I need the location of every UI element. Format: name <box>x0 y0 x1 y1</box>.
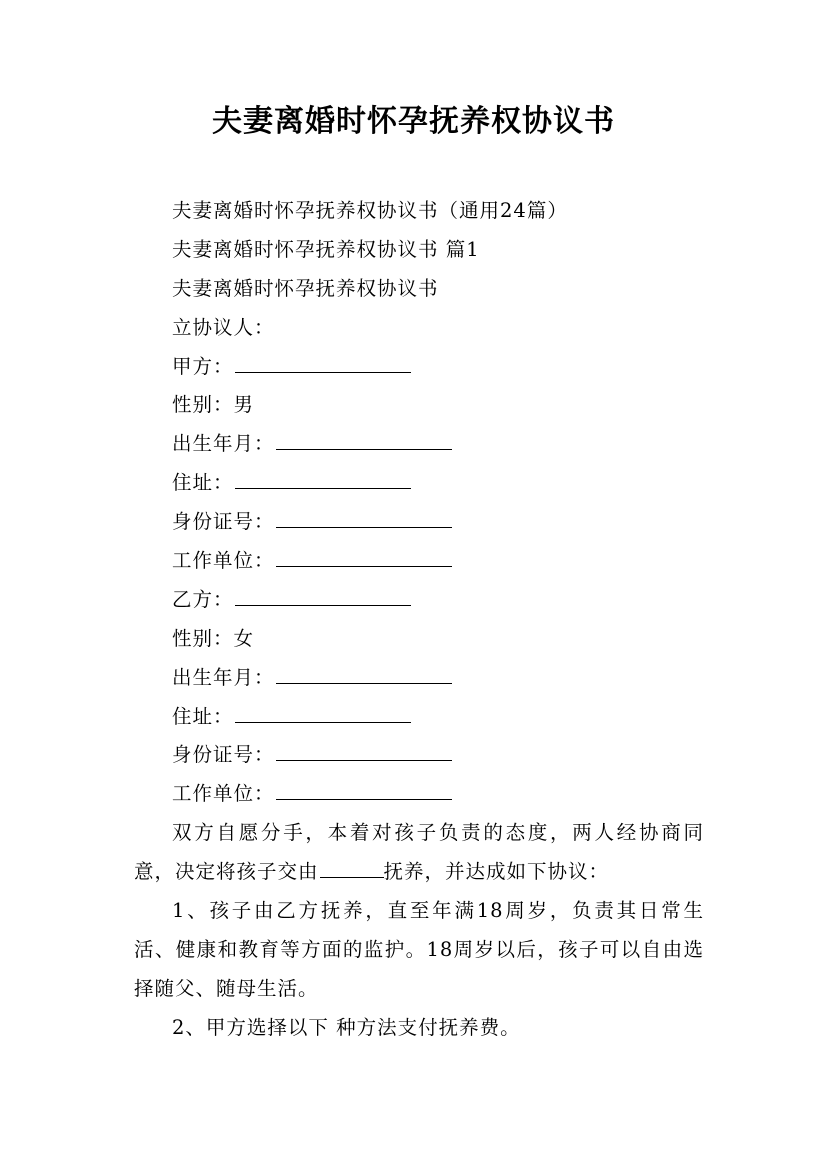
party-b-work-label: 工作单位： <box>172 782 275 806</box>
party-a-birth-label: 出生年月： <box>172 432 275 456</box>
party-b-work-line <box>134 775 704 814</box>
party-a-birth-line <box>134 425 704 464</box>
party-b-birth-line <box>134 659 704 698</box>
custodian-blank <box>320 857 384 878</box>
party-a-work-blank <box>276 546 452 567</box>
party-a-address-blank <box>235 468 411 489</box>
party-b-line <box>134 581 704 620</box>
party-b-id-blank <box>276 740 452 761</box>
section-heading: 夫妻离婚时怀孕抚养权协议书 篇1 <box>172 237 480 261</box>
party-b-address-blank <box>235 701 411 722</box>
party-a-line <box>134 348 704 387</box>
party-a-name-blank <box>235 351 411 372</box>
party-b-work-blank <box>276 779 452 800</box>
party-a-birth-blank <box>276 429 452 450</box>
party-a-address-label: 住址： <box>172 471 234 495</box>
party-b-id-label: 身份证号： <box>172 743 275 767</box>
party-a-id-label: 身份证号： <box>172 510 275 534</box>
clause-2: 2、甲方选择以下 种方法支付抚养费。 <box>172 1015 521 1039</box>
party-a-work-line <box>134 542 704 581</box>
party-b-address-line <box>134 698 704 737</box>
intro-after-blank: 抚养，并达成如下协议： <box>383 860 610 884</box>
party-b-name-blank <box>235 584 411 605</box>
parties-label: 立协议人： <box>172 315 275 339</box>
party-a-address-line <box>134 464 704 503</box>
party-b-label: 乙方： <box>172 587 234 611</box>
party-b-address-label: 住址： <box>172 704 234 728</box>
clause-1: 1、孩子由乙方抚养，直至年满18周岁，负责其日常生活、健康和教育等方面的监护。18周岁以后，孩子可以自由选择随父、随母生活。 <box>134 899 704 1000</box>
agreement-name: 夫妻离婚时怀孕抚养权协议书 <box>172 276 439 300</box>
party-b-birth-blank <box>276 662 452 683</box>
intro-before-blank: 双方自愿分手，本着对孩子负责的态度，两人经协商同意，决定将孩子交由 <box>134 821 704 884</box>
document-body <box>134 192 704 1048</box>
party-a-id-blank <box>276 507 452 528</box>
party-a-gender: 性别：男 <box>172 393 255 417</box>
party-a-label: 甲方： <box>172 354 234 378</box>
party-b-id-line <box>134 736 704 775</box>
party-a-id-line <box>134 503 704 542</box>
party-b-birth-label: 出生年月： <box>172 665 275 689</box>
party-b-gender: 性别：女 <box>172 626 255 650</box>
subtitle: 夫妻离婚时怀孕抚养权协议书（通用24篇） <box>172 199 568 222</box>
intro-paragraph <box>134 814 704 892</box>
party-a-work-label: 工作单位： <box>172 549 275 573</box>
document-title: 夫妻离婚时怀孕抚养权协议书 <box>212 104 615 139</box>
